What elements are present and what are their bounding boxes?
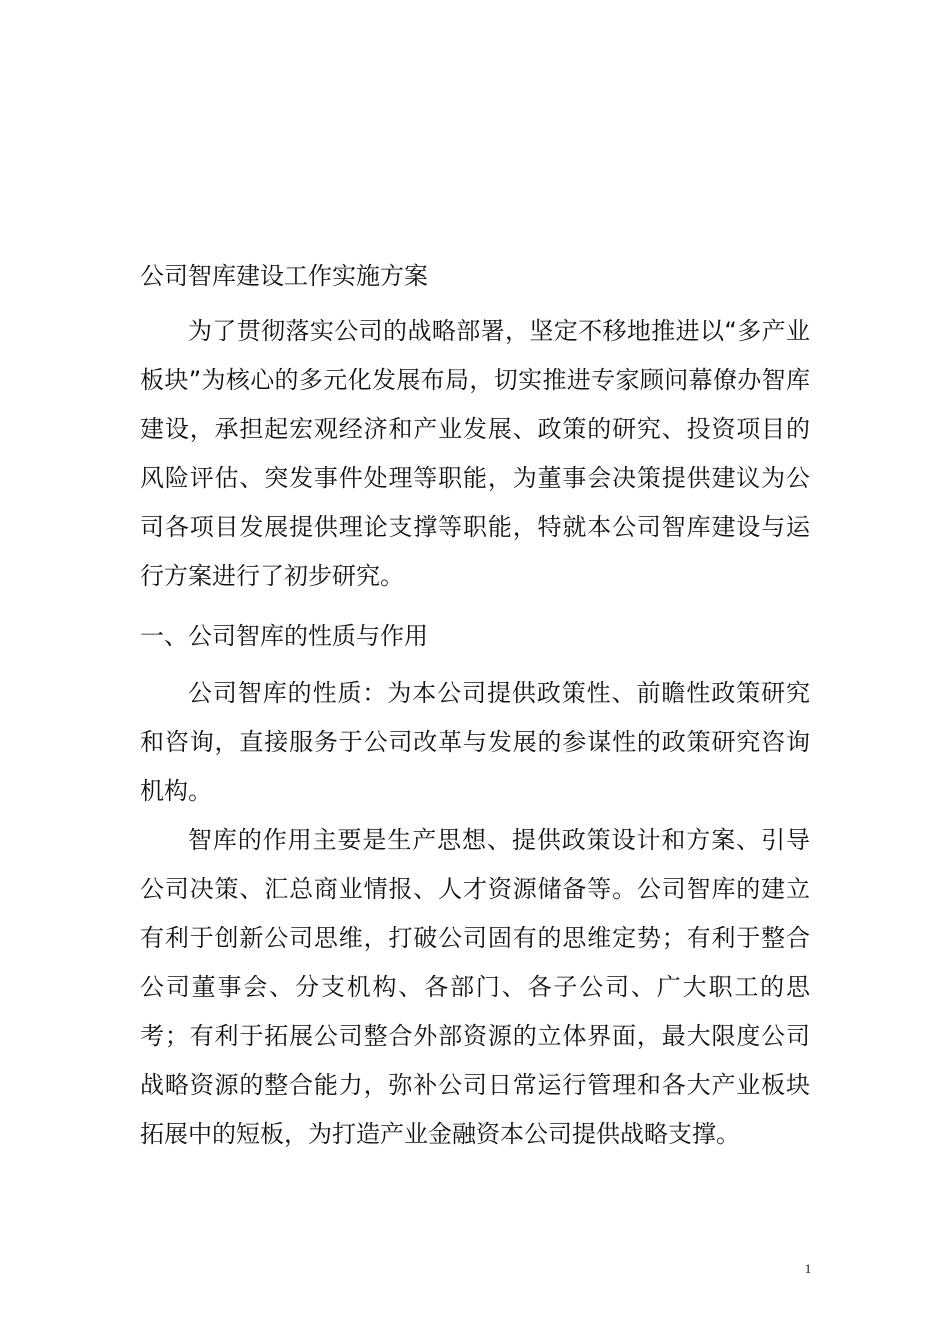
section-paragraph-nature: 公司智库的性质：为本公司提供政策性、前瞻性政策研究和咨询，直接服务于公司改革与发展的参谋性的政策研究咨询机构。 <box>140 679 810 805</box>
intro-paragraph: 为了贯彻落实公司的战略部署，坚定不移地推进以“多产业板块”为核心的多元化发展布局，切实推进专家顾问幕僚办智库建设，承担起宏观经济和产业发展、政策的研究、投资项目的风险评估、突发事件处理等职能，为董事会决策提供建议为公司各项目发展提供理论支撑等职能，特就本公司智库建设与运行方案进行了初步研究。 <box>140 317 810 590</box>
section-paragraph-role: 智库的作用主要是生产思想、提供政策设计和方案、引导公司决策、汇总商业情报、人才资源储备等。公司智库的建立有利于创新公司思维，打破公司固有的思维定势；有利于整合公司董事会、分支机构、各部门、各子公司、广大职工的思考；有利于拓展公司整合外部资源的立体界面，最大限度公司战略资源的整合能力，弥补公司日常运行管理和各大产业板块拓展中的短板，为打造产业金融资本公司提供战略支撑。 <box>140 826 810 1148</box>
document-title: 公司智库建设工作实施方案 <box>140 262 428 290</box>
page-number: 1 <box>804 1261 812 1276</box>
section-heading: 一、公司智库的性质与作用 <box>140 622 428 650</box>
document-body <box>140 255 810 1159</box>
